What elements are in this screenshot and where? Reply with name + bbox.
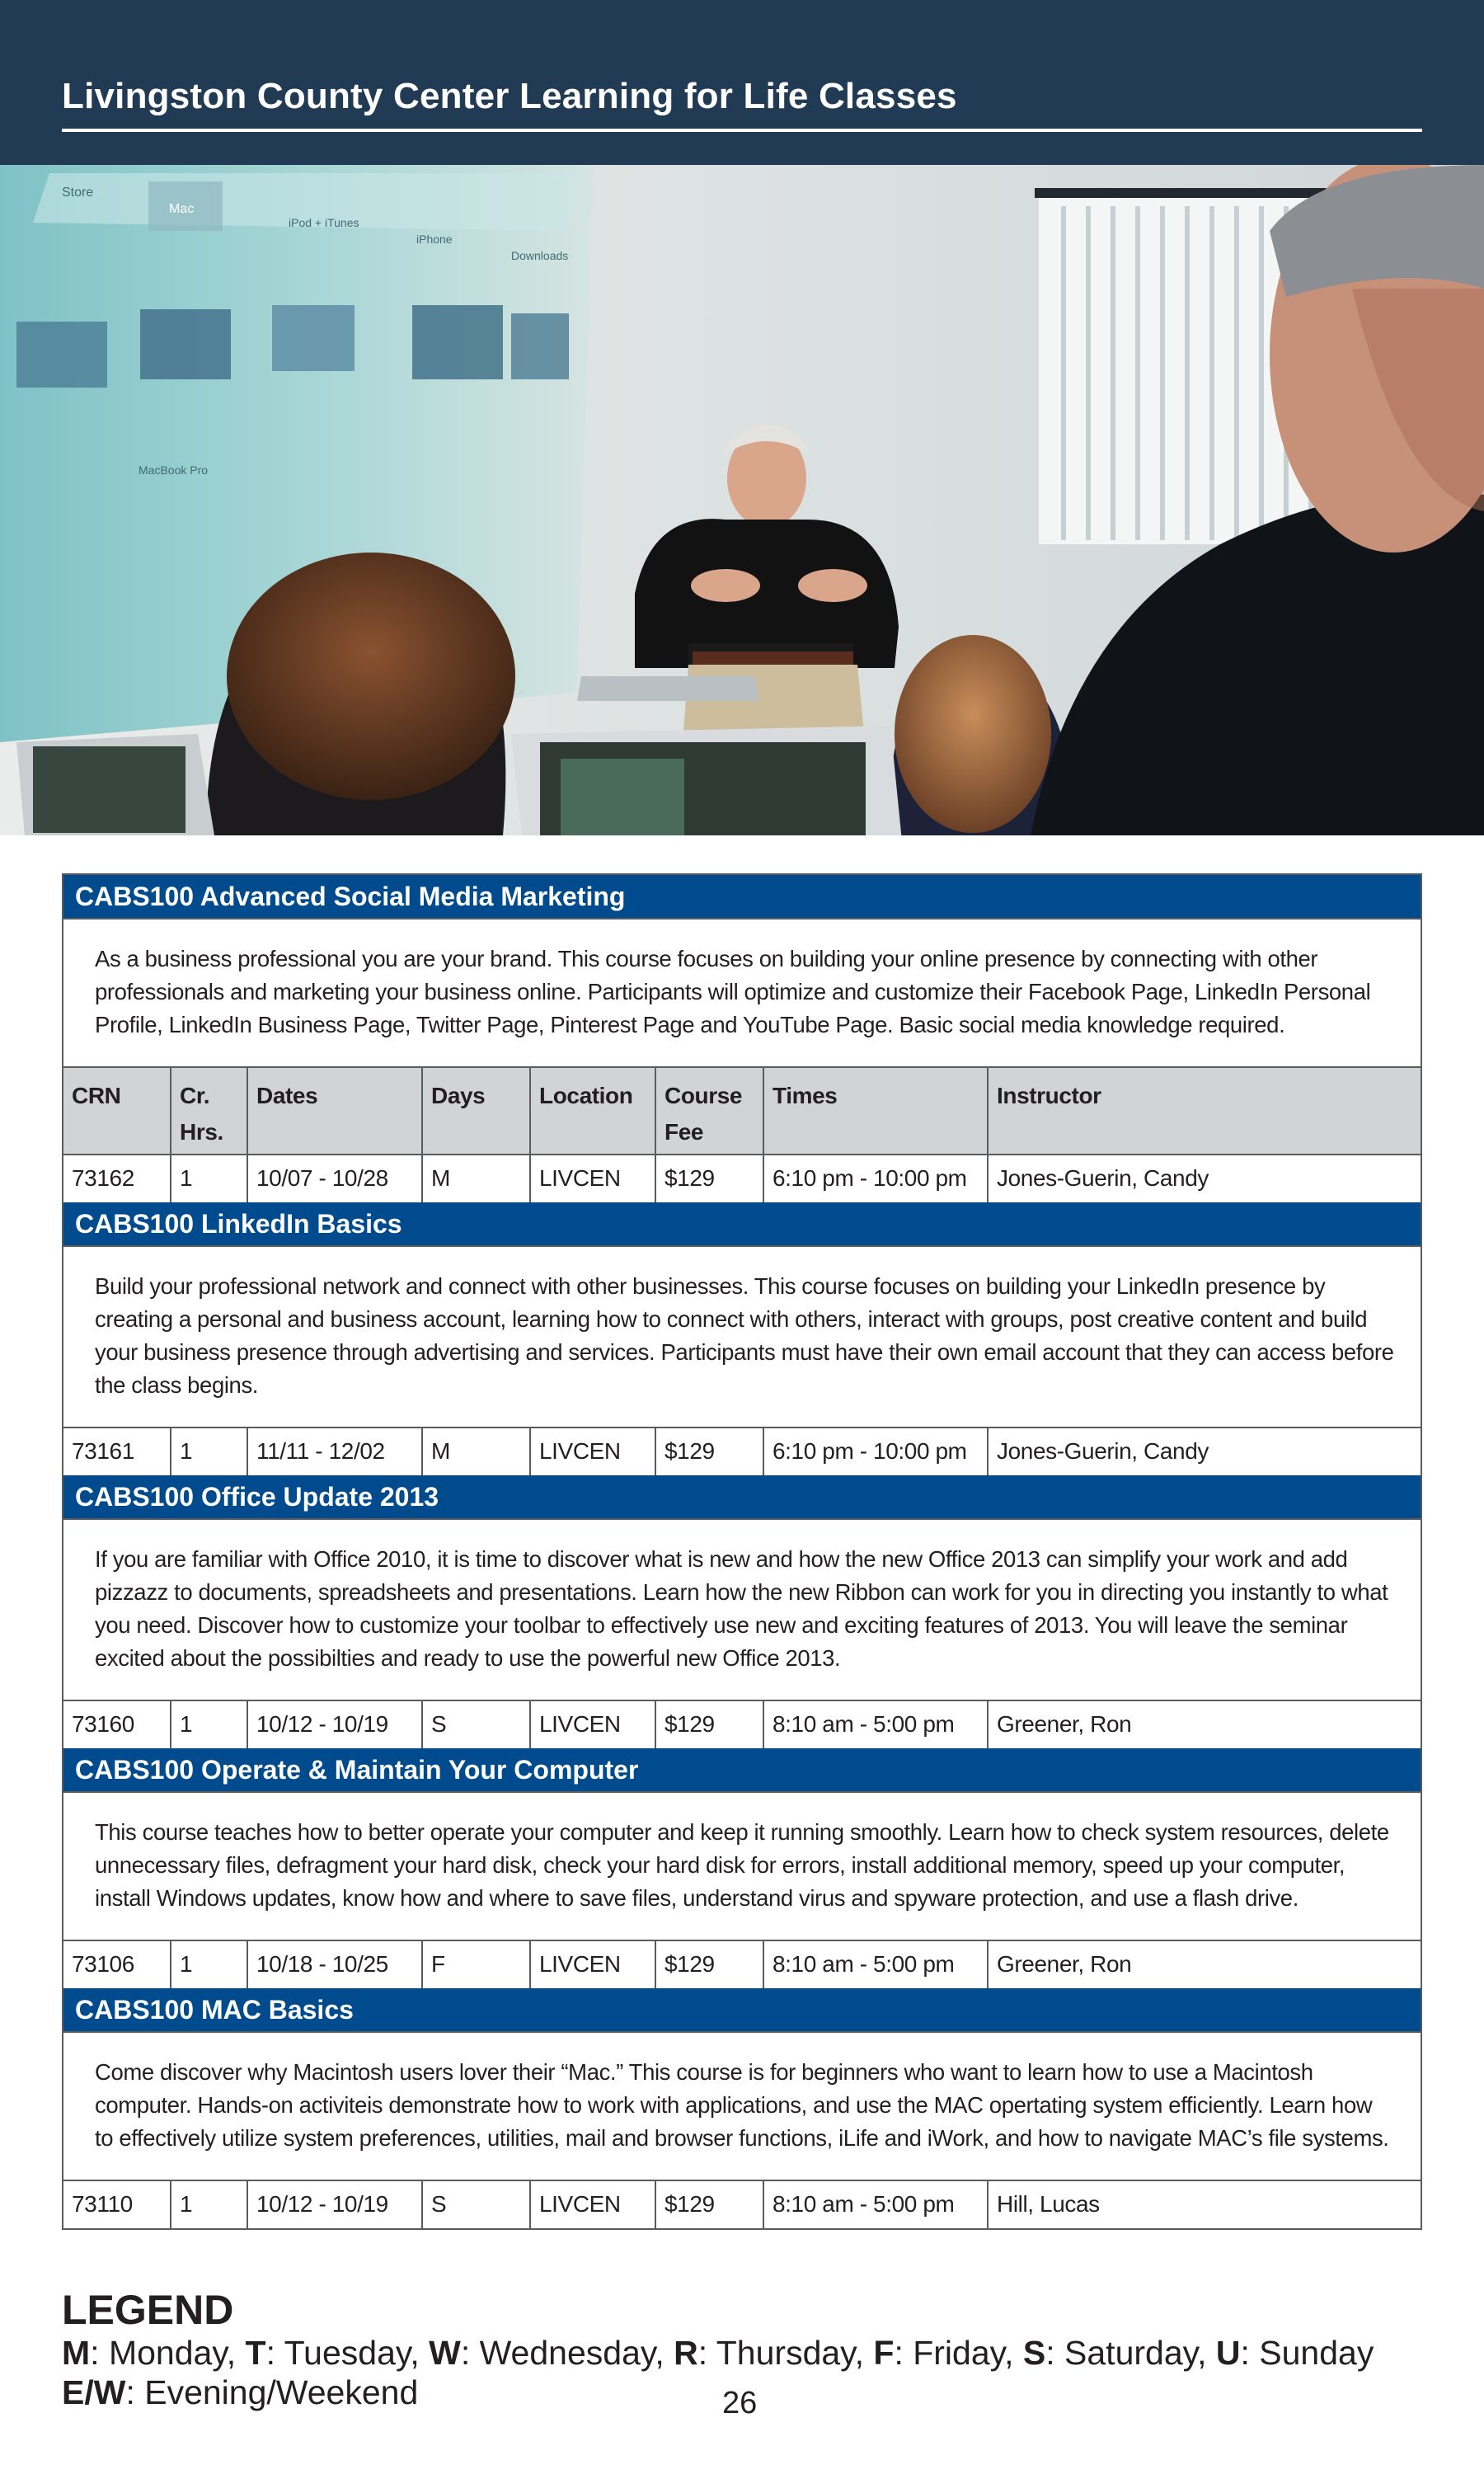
column-header-instructor: Instructor <box>988 1067 1421 1155</box>
cell-times: 8:10 am - 5:00 pm <box>763 1700 988 1748</box>
class-listing <box>62 873 1422 2230</box>
projected-menu-ipod: iPod + iTunes <box>289 216 359 229</box>
cell-course-fee: $129 <box>655 1700 763 1748</box>
cell-credit-hours: 1 <box>171 1940 247 1988</box>
cell-course-fee: $129 <box>655 1155 763 1202</box>
cell-course-fee: $129 <box>655 1940 763 1988</box>
course-title: CABS100 LinkedIn Basics <box>63 1202 1421 1245</box>
cell-location: LIVCEN <box>530 1155 655 1202</box>
legend-label: : Sunday <box>1240 2334 1374 2372</box>
legend-label: : Saturday, <box>1045 2334 1216 2372</box>
legend-title: LEGEND <box>62 2287 234 2333</box>
cell-instructor: Jones-Guerin, Candy <box>988 1155 1421 1202</box>
cell-crn: 73110 <box>63 2180 171 2228</box>
projected-menu-iphone: iPhone <box>416 233 453 246</box>
cell-location: LIVCEN <box>530 1700 655 1748</box>
cell-days: S <box>422 1700 530 1748</box>
legend-code: U <box>1215 2334 1241 2372</box>
cell-times: 8:10 am - 5:00 pm <box>763 2180 988 2228</box>
cell-instructor: Hill, Lucas <box>988 2180 1421 2228</box>
table-row <box>63 1427 1421 1475</box>
legend-label: : Thursday, <box>697 2334 874 2372</box>
course-title: CABS100 Office Update 2013 <box>63 1475 1421 1518</box>
cell-credit-hours: 1 <box>171 1427 247 1475</box>
cell-location: LIVCEN <box>530 2180 655 2228</box>
course-title: CABS100 Advanced Social Media Marketing <box>63 875 1421 918</box>
column-header-credit-hours: Cr. Hrs. <box>171 1067 247 1155</box>
cell-location: LIVCEN <box>530 1940 655 1988</box>
course-block <box>63 1475 1421 1748</box>
legend-label: : Tuesday, <box>265 2334 430 2372</box>
projected-label: MacBook Pro <box>139 463 209 477</box>
legend-code: R <box>674 2334 698 2372</box>
cell-dates: 10/12 - 10/19 <box>247 1700 422 1748</box>
cell-dates: 10/12 - 10/19 <box>247 2180 422 2228</box>
cell-days: M <box>422 1155 530 1202</box>
legend-days-line <box>62 2333 1447 2373</box>
page-title: Livingston County Center Learning for Life Classes <box>62 76 957 116</box>
cell-instructor: Greener, Ron <box>988 1940 1421 1988</box>
table-row <box>63 1700 1421 1748</box>
course-block <box>63 1748 1421 1988</box>
legend-label: : Friday, <box>894 2334 1023 2372</box>
legend-label: : Wednesday, <box>460 2334 674 2372</box>
cell-credit-hours: 1 <box>171 1700 247 1748</box>
course-description: Come discover why Macintosh users lover their “Mac.” This course is for beginners who want to learn how to use a Macintosh computer. Hands-on activiteis demonstrate how to work with applications, and use the MAC opertating system efficiently. Learn how to effectively utilize system preferences, utilities, mail and browser functions, iLife and iWork, and how to navigate MAC’s file systems. <box>63 2031 1421 2180</box>
legend-code: F <box>873 2334 895 2372</box>
cell-crn: 73106 <box>63 1940 171 1988</box>
legend-label: : Evening/Weekend <box>125 2373 419 2411</box>
cell-dates: 10/07 - 10/28 <box>247 1155 422 1202</box>
legend-code: T <box>245 2334 266 2372</box>
cell-times: 8:10 am - 5:00 pm <box>763 1940 988 1988</box>
page-header <box>0 0 1484 165</box>
course-block <box>63 875 1421 1202</box>
projected-menu-downloads: Downloads <box>511 249 569 262</box>
course-schedule-table <box>63 1066 1421 1202</box>
cell-instructor: Jones-Guerin, Candy <box>988 1427 1421 1475</box>
course-title: CABS100 MAC Basics <box>63 1988 1421 2031</box>
projected-menu-store: Store <box>62 186 94 200</box>
course-description: If you are familiar with Office 2010, it is time to discover what is new and how the new Office 2013 can simplify your work and add pizzazz to documents, spreadsheets and presentations. Learn how the new Ribbon can work for you in directing you instantly to what you need. Discover how to customize your toolbar to effectively use new and exciting features of 2013. You will leave the seminar excited about the possibilties and ready to use the powerful new Office 2013. <box>63 1518 1421 1700</box>
cell-crn: 73162 <box>63 1155 171 1202</box>
column-header-course-fee: Course Fee <box>655 1067 763 1155</box>
course-description: Build your professional network and connect with other businesses. This course focuses on building your LinkedIn presence by creating a personal and business account, learning how to connect with others, interact with groups, post creative content and build your business presence through advertising and services. Participants must have their own email account that they can access before the class begins. <box>63 1245 1421 1427</box>
cell-days: F <box>422 1940 530 1988</box>
legend-code: W <box>429 2334 461 2372</box>
table-row <box>63 2180 1421 2228</box>
column-header-times: Times <box>763 1067 988 1155</box>
table-header-row <box>63 1067 1421 1155</box>
cell-course-fee: $129 <box>655 1427 763 1475</box>
course-description: As a business professional you are your brand. This course focuses on building your online presence by connecting with other professionals and marketing your business online. Participants will optimize and customize their Facebook Page, LinkedIn Personal Profile, LinkedIn Business Page, Twitter Page, Pinterest Page and YouTube Page. Basic social media knowledge required. <box>63 918 1421 1066</box>
cell-times: 6:10 pm - 10:00 pm <box>763 1427 988 1475</box>
cell-course-fee: $129 <box>655 2180 763 2228</box>
legend-code: S <box>1022 2334 1046 2372</box>
column-header-dates: Dates <box>247 1067 422 1155</box>
cell-location: LIVCEN <box>530 1427 655 1475</box>
page-number: 26 <box>722 2386 758 2420</box>
cell-days: S <box>422 2180 530 2228</box>
course-block <box>63 1202 1421 1475</box>
title-rule <box>62 129 1422 132</box>
course-description: This course teaches how to better operate your computer and keep it running smoothly. Learn how to check system resources, delete unnecessary files, defragment your hard disk, check your hard disk for errors, install additional memory, speed up your computer, install Windows updates, know how and where to save files, understand virus and spyware protection, and use a flash drive. <box>63 1791 1421 1940</box>
column-header-days: Days <box>422 1067 530 1155</box>
course-schedule-table <box>63 1700 1421 1748</box>
cell-times: 6:10 pm - 10:00 pm <box>763 1155 988 1202</box>
cell-dates: 10/18 - 10/25 <box>247 1940 422 1988</box>
classroom-photo <box>0 165 1484 835</box>
course-block <box>63 1988 1421 2228</box>
column-header-location: Location <box>530 1067 655 1155</box>
table-row <box>63 1940 1421 1988</box>
cell-credit-hours: 1 <box>171 2180 247 2228</box>
legend-code: E/W <box>62 2373 126 2411</box>
course-schedule-table <box>63 1940 1421 1988</box>
cell-credit-hours: 1 <box>171 1155 247 1202</box>
legend-label: : Monday, <box>90 2334 246 2372</box>
course-title: CABS100 Operate & Maintain Your Computer <box>63 1748 1421 1791</box>
column-header-crn: CRN <box>63 1067 171 1155</box>
table-row <box>63 1155 1421 1202</box>
cell-days: M <box>422 1427 530 1475</box>
projected-menu-mac: Mac <box>169 202 195 216</box>
course-schedule-table <box>63 2180 1421 2228</box>
cell-crn: 73160 <box>63 1700 171 1748</box>
cell-dates: 11/11 - 12/02 <box>247 1427 422 1475</box>
course-schedule-table <box>63 1427 1421 1475</box>
cell-instructor: Greener, Ron <box>988 1700 1421 1748</box>
cell-crn: 73161 <box>63 1427 171 1475</box>
legend-code: M <box>62 2334 91 2372</box>
